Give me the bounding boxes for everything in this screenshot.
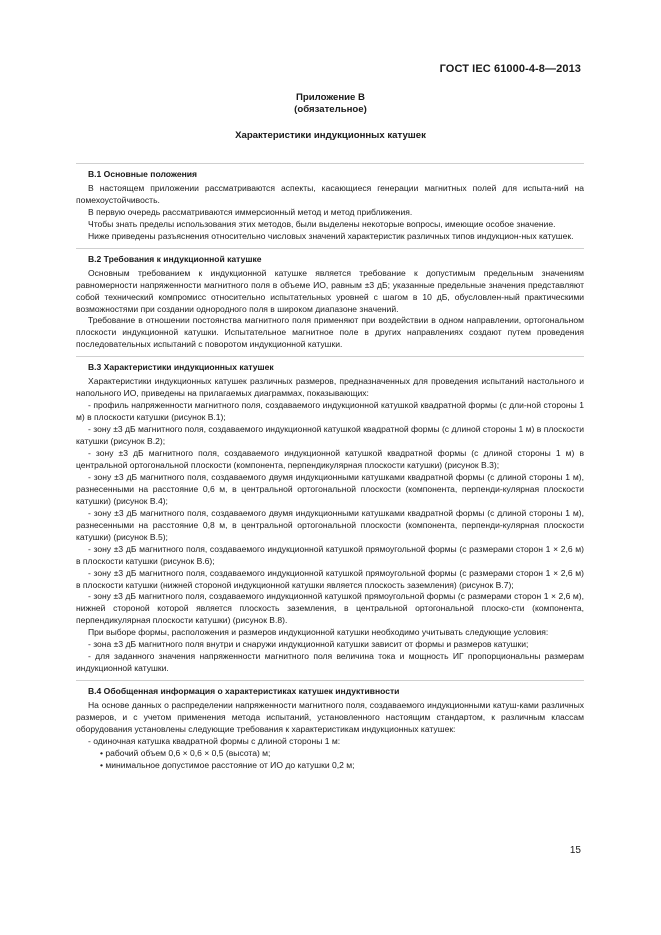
section-divider [76,680,584,681]
paragraph: В первую очередь рассматриваются иммерсионный метод и метод приближения. [88,206,413,217]
section-heading: В.2 Требования к индукционной катушке [88,253,262,264]
list-item: - зону ±3 дБ магнитного поля, создаваемого индукционной катушкой прямоугольной формы (с размерами сторон 1 × 2,6 м), нижней стороной которой является плоскость заземления, в центральной ортогональной плоско-сти (компонента, перпендикулярная плоскости катушки) (рисунок В.8). [76,591,584,626]
appendix-status: (обязательное) [294,104,367,115]
bullet-item: • минимальное допустимое расстояние от ИО до катушки 0,2 м; [100,759,355,770]
section-heading: В.1 Основные положения [88,169,198,179]
paragraph: Основным требованием к индукционной катушке является требование к допустимым предельным значениям равномерности напряженности магнитного поля в объеме ИО, равным ±3 дБ; указанные предельные значения представляют собой технический компромисс относительно испытательных уровней с шагом в 10 дБ, обусловлен-ный практическими возможностями при создании однородного поля в широком диапазоне значений. [76,267,584,314]
section-divider [76,356,584,357]
standard-header: ГОСТ IEC 61000-4-8—2013 [439,63,581,75]
appendix-heading [0,92,661,116]
list-item: - профиль напряженности магнитного поля, создаваемого индукционной катушкой квадратной формы (с дли-ной стороны 1 м) в плоскости катушки (рисунок В.1); [76,400,584,423]
list-item: - зону ±3 дБ магнитного поля, создаваемого индукционной катушкой квадратной формы (с длиной стороны 1 м) в центральной ортогональной плоскости (компонента, перпендикулярная плоскости катушки) (рисунок В.3); [76,448,584,470]
section-heading: В.3 Характеристики индукционных катушек [88,362,274,373]
appendix-title: Приложение В [296,92,365,103]
section-b3 [76,356,584,675]
list-item: - зона ±3 дБ магнитного поля внутри и снаружи индукционной катушки зависит от формы и размеров катушки; [88,639,529,650]
list-item: - зону ±3 дБ магнитного поля, создаваемого двумя индукционными катушками квадратной формы (с длиной стороны 1 м), разнесенными на расстояние 0,8 м, в центральной ортогональной плоскости (компонента, перпенди-кулярная плоскости катушки) (рисунок В.5); [76,507,584,542]
section-heading: В.4 Обобщенная информация о характеристиках катушек индуктивности [88,686,400,697]
list-item: - зону ±3 дБ магнитного поля, создаваемого индукционной катушкой квадратной формы (с длиной стороны 1 м) в плоскости катушки (рисунок В.2); [76,424,584,447]
paragraph: Ниже приведены разъяснения относительно числовых значений характеристик различных типов индукцион-ных катушек. [88,230,574,241]
section-b4 [76,680,584,772]
section-b2 [76,248,584,352]
section-divider [76,163,584,164]
list-item: - зону ±3 дБ магнитного поля, создаваемого индукционной катушкой прямоугольной формы (с размерами сторон 1 × 2,6 м) в плоскости катушки (рисунок В.6); [76,543,584,566]
paragraph: В настоящем приложении рассматриваются аспекты, касающиеся генерации магнитных полей для испыта-ний на помехоустойчивость. [76,182,584,205]
list-item: - для заданного значения напряженности магнитного поля величина тока и мощность ИГ пропорциональны размерам индукционной катушки. [76,651,584,674]
list-item: - зону ±3 дБ магнитного поля, создаваемого двумя индукционными катушками квадратной формы (с длиной стороны 1 м), разнесенными на расстояние 0,6 м, в центральной ортогональной плоскости (компонента, перпенди-кулярная плоскости катушки) (рисунок В.4); [76,471,584,506]
page-number: 15 [569,845,581,856]
section-b1 [76,163,584,243]
paragraph: Требование в отношении постоянства магнитного поля применяют при воздействии в одном направлении, ортогональном плоскости индукционной катушки. Испытательное магнитное поле в других направлениях создают путем проведения последовательных испытаний с поворотом индукционной катушки. [76,315,584,350]
paragraph: Характеристики индукционных катушек различных размеров, предназначенных для проведения испытаний настольного и напольного ИО, приведены на прилагаемых диаграммах, показывающих: [76,376,584,399]
document-title: Характеристики индукционных катушек [235,130,426,141]
section-divider [76,248,584,249]
paragraph: Чтобы знать пределы использования этих методов, были выделены некоторые вопросы, имеющие особое значение. [88,218,556,229]
paragraph: При выборе формы, расположения и размеров индукционной катушки необходимо учитывать следующие условия: [88,627,549,638]
document-body [76,158,584,772]
bullet-item: • рабочий объем 0,6 × 0,6 × 0,5 (высота) м; [100,747,271,758]
paragraph: На основе данных о распределении напряженности магнитного поля, создаваемого индукционными катуш-ками различных размеров, и с учетом применения метода испытаний, установленного настоящим стандартом, к различным классам оборудования установлены следующие требования к характеристикам индукционных катушек: [76,700,584,734]
list-item: - зону ±3 дБ магнитного поля, создаваемого индукционной катушкой прямоугольной формы (с размерами сторон 1 × 2,6 м) в плоскости катушки (нижней стороной индукционной катушки является плоскость заземления) (рисунок В.7); [76,567,584,590]
list-item: - одиночная катушка квадратной формы с длиной стороны 1 м: [88,735,341,746]
